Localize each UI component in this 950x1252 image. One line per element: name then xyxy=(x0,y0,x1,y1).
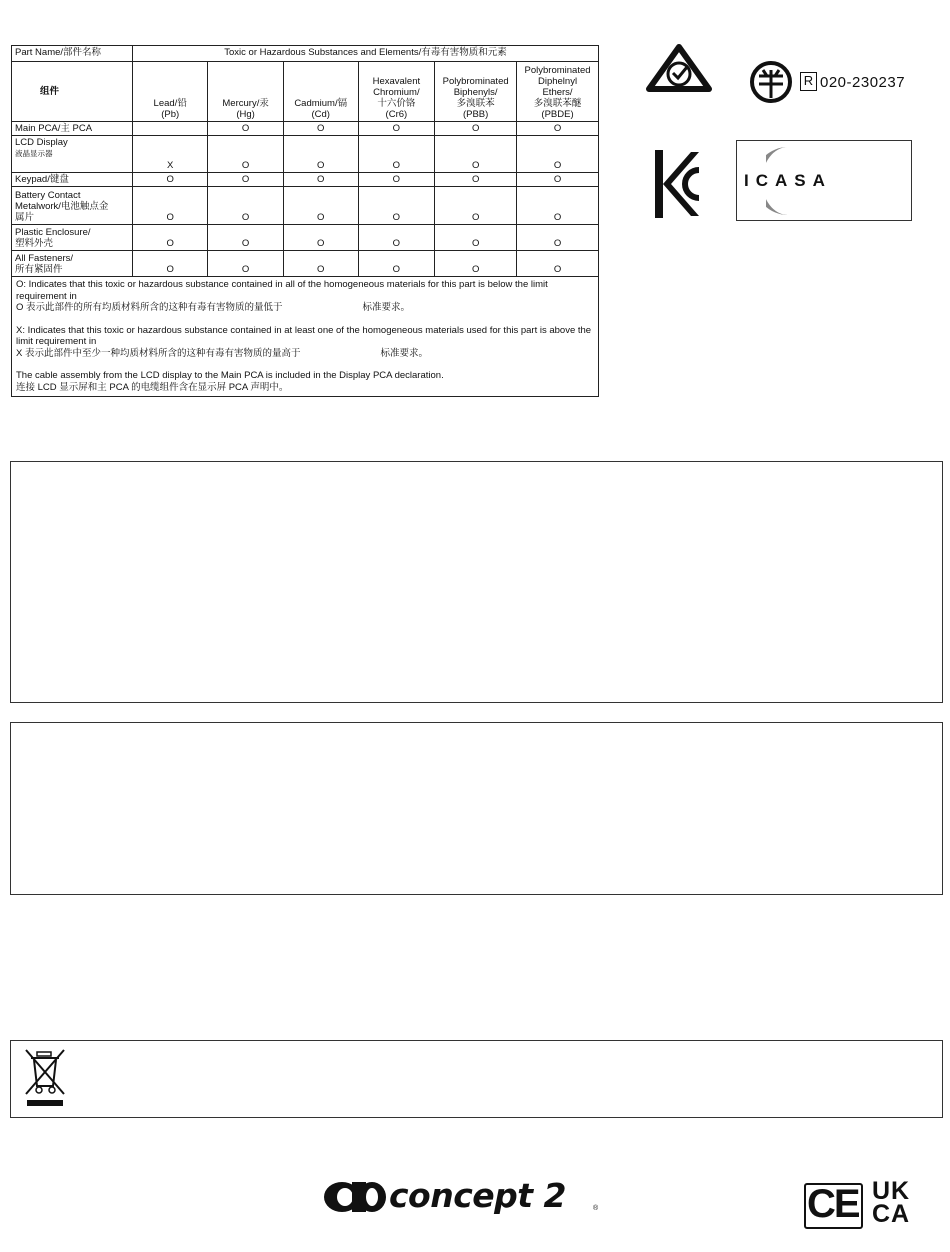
concept2-logo-text: concept 2 xyxy=(389,1176,567,1215)
substances-header: Toxic or Hazardous Substances and Elements/有毒有害物质和元素 xyxy=(133,46,599,62)
col-cadmium: Cadmium/镉 (Cd) xyxy=(283,62,358,122)
concept2-logo-icon xyxy=(322,1180,388,1214)
ukca-mark: UK CA xyxy=(872,1177,911,1228)
table-row: All Fasteners/ 所有紧固件 O O O O O O xyxy=(12,251,599,277)
telec-number: 020-230237 xyxy=(820,74,906,91)
col-pbde: Polybrominated Diphelnyl Ethers/ 多溴联苯醚 (PBDE) xyxy=(517,62,599,122)
table-row: Main PCA/主 PCA O O O O O xyxy=(12,122,599,136)
col-chromium: Hexavalent Chromium/ 十六价铬 (Cr6) xyxy=(358,62,435,122)
table-row: Battery Contact Metalwork/电池触点金 属片 O O O O O O xyxy=(12,187,599,225)
table-row: Plastic Enclosure/ 塑料外壳 O O O O O O xyxy=(12,225,599,251)
col-pbb: Polybrominated Biphenyls/ 多溴联苯 (PBB) xyxy=(435,62,517,122)
kc-mark-icon xyxy=(653,148,701,220)
col-lead: Lead/铅 (Pb) xyxy=(133,62,208,122)
icasa-text: ICASA xyxy=(744,171,832,190)
weee-bin-icon xyxy=(24,1048,66,1108)
component-label: 组件 xyxy=(12,62,133,122)
telec-mark-icon xyxy=(749,60,797,104)
rohs-table xyxy=(11,45,599,397)
rcm-mark-icon xyxy=(645,43,713,93)
table-row: Keypad/键盘 O O O O O O xyxy=(12,173,599,187)
table-row: LCD Display 液晶显示器 X O O O O O xyxy=(12,136,599,173)
col-mercury: Mercury/汞 (Hg) xyxy=(208,62,284,122)
ce-mark: CE xyxy=(807,1182,859,1226)
registered-r-badge: R xyxy=(800,72,817,91)
registered-mark: ® xyxy=(593,1205,599,1212)
table-notes: O: Indicates that this toxic or hazardous substance contained in all of the homogeneous materials for this part is below the limit requirement in O 表示此部件的所有均质材料所含的这种有毒有害物质的量低于 标准要求。 X: Indicates that this toxic or hazardous substance contained in at least one of the homogeneous materials used for this part is above the limit requirement in X 表示此部件中至少一种均质材料所含的这种有毒有害物质的量高于 标准要求。 The cable assembly from the LCD display to the Main PCA is included in the Display PCA declaration. 连接 LCD 显示屏和主 PCA 的电缆组件含在显示屏 PCA 声明中。 xyxy=(12,277,599,397)
blank-box-1 xyxy=(10,461,943,703)
weee-box xyxy=(10,1040,943,1118)
part-name-header: Part Name/部件名称 xyxy=(12,46,133,62)
blank-box-2 xyxy=(10,722,943,895)
